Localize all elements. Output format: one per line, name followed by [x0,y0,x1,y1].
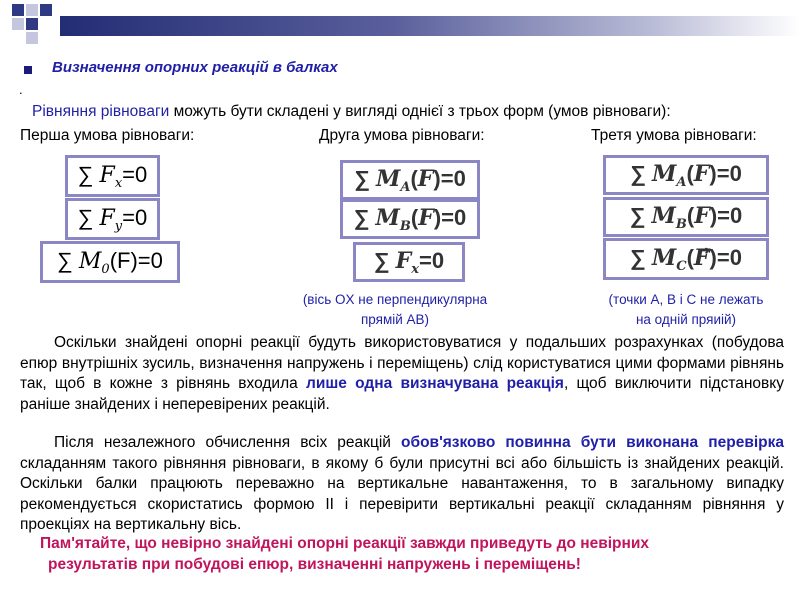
formula-text: ∑ $F_y=0$ [77,204,148,234]
paragraph-text: Оскільки знайдені опорні реакції будуть використовуватися у подальших розрахунках (побудова епюр внутрішніх зусиль, визначення напружень і переміщень) слід користуватися цими формами рівнянь так, щоб в кожне з рівнянь входила [20,334,784,392]
bullet-square-icon [24,66,32,74]
stray-dot: . [19,82,23,97]
formula-sum-mb [340,199,480,239]
decor-square [12,4,24,16]
warning-line-1: Пам'ятайте, що невірно знайдені опорні реакції завжди приведуть до невірних [40,535,650,552]
warning-line-2: результатів при побудові епюр, визначенні напружень і переміщень! [48,555,581,573]
decor-square [26,32,38,44]
formula-text: ∑ $M_0(F)=0$ [57,247,163,277]
intro-highlight: Рівняння рівноваги [32,103,170,120]
paragraph-highlight: лише одна визначувана реакція [305,375,564,392]
formula-sum-fx [65,155,160,197]
note-line: (вісь OX не перпендикулярна [302,292,488,307]
formula-text: ∑ $M_A(F)=0$ [354,165,466,195]
decor-square [26,18,38,30]
paragraph-highlight: обов'язково повинна бути виконана перевірка [401,434,784,451]
decor-square [26,4,38,16]
note-line: (точки A, B і C не лежать [608,292,764,307]
condition-second-label: Друга умова рівноваги: [319,127,485,144]
formula-sum-ma [340,160,480,200]
condition-first-label: Перша умова рівноваги: [20,127,195,144]
header-gradient-bar [60,16,800,36]
formula-sum-mc [603,238,769,280]
formula-text: ∑ $F_x=0$ [373,247,445,277]
intro-text: можуть бути складені у вигляді однієї з трьох форм (умов рівноваги): [169,103,671,120]
note-third-condition [576,290,796,330]
paragraph-reactions-usage [20,333,784,415]
warning-text [40,534,784,575]
intro-line [32,103,671,121]
formula-sum-ma-3 [603,155,769,195]
decor-square [12,18,24,30]
formula-text: ∑ $M_B(F)=0$ [353,204,467,234]
note-second-condition [280,290,510,330]
formula-sum-mb-3 [603,197,769,237]
slide-header-decoration [0,0,800,50]
note-line: прямій AB) [360,312,430,327]
formula-text: ∑ $M_A(F)=0$ [630,160,742,190]
slide-heading: Визначення опорних реакцій в балках [52,59,338,76]
formula-sum-fy [65,198,160,240]
formula-text: ∑ $M_B(F)=0$ [629,202,743,232]
condition-third-label: Третя умова рівноваги: [591,127,757,144]
formula-text: ∑ $M_C(F⃗)=0$ [630,244,742,274]
paragraph-text: складанням такого рівняння рівноваги, в якому б були присутні всі або більшість із знайдених реакцій. Оскільки балки працюють переважно на вертикальне навантаження, то в загальному випадку рекомендується скористатись формою ІІ і перевірити вертикальні реакції складанням рівняння у проекціях на вертикальну вісь. [20,454,784,533]
paragraph-text: Після незалежного обчислення всіх реакцій [54,434,402,451]
note-line: на одній пряиій) [635,312,737,327]
formula-sum-m0 [40,241,180,283]
paragraph-text: , щоб виключити підстановку раніше знайдених і неперевірених реакцій. [20,375,784,413]
formula-sum-fx-2 [353,242,465,282]
paragraph-verification [20,433,784,536]
decor-square [40,4,52,16]
formula-text: ∑ $F_x=0$ [77,161,148,191]
